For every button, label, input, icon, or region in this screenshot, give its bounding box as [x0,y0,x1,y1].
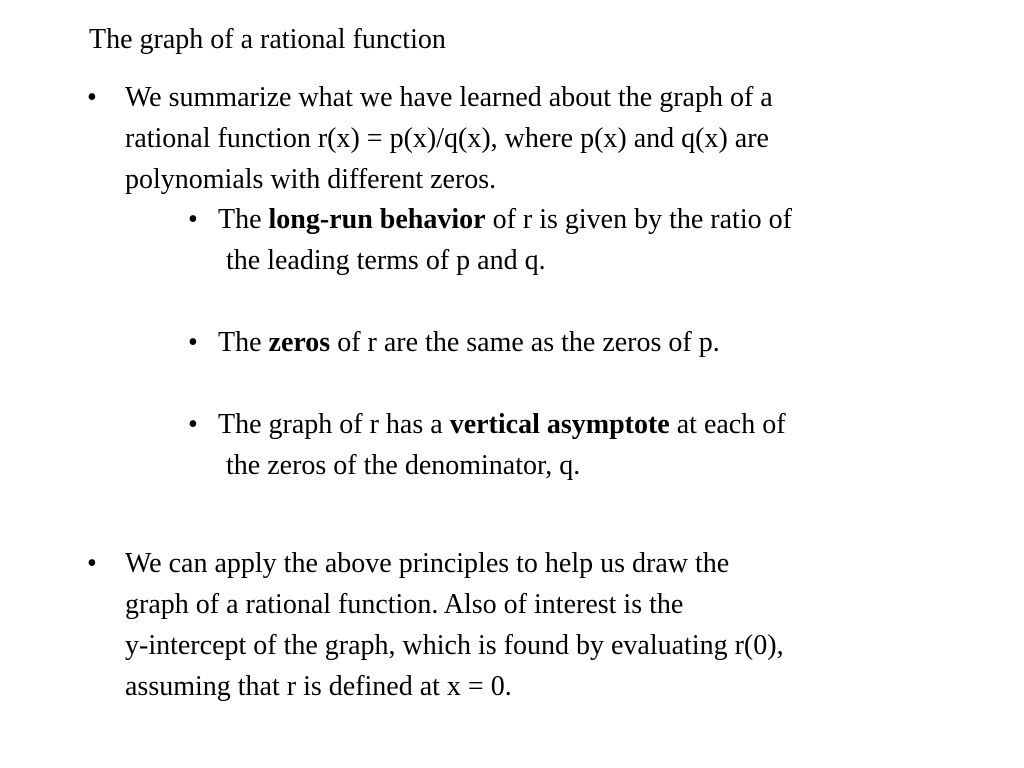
bullet-marker: • [87,548,97,579]
bullet-marker: • [87,82,97,113]
term-long-run-behavior: long-run behavior [268,204,486,235]
text-segment: of r is given by the ratio of [485,204,792,235]
bullet-apply-line-4: assuming that r is defined at x = 0. [125,671,512,702]
slide-title: The graph of a rational function [89,24,446,55]
sub-bullet-asymptote-line-1 [218,404,786,445]
bullet-summary-line-1: We summarize what we have learned about the graph of a [125,82,773,113]
bullet-summary-line-3: polynomials with different zeros. [125,164,497,195]
bullet-apply-line-1: We can apply the above principles to help us draw the [125,548,730,579]
text-segment: The [218,327,269,358]
bullet-summary-line-2: rational function r(x) = p(x)/q(x), where p(x) and q(x) are [125,123,769,154]
sub-bullet-long-run-line-1 [218,199,792,240]
bullet-apply-principles [0,543,1024,707]
sub-bullet-marker: • [188,409,198,440]
bullet-apply-line-2: graph of a rational function. Also of interest is the [125,589,684,620]
sub-bullet-long-run-line-2: the leading terms of p and q. [226,245,546,276]
sub-bullet-marker: • [188,204,198,235]
sub-bullet-marker: • [188,327,198,358]
sub-bullet-long-run-behavior [0,199,1024,281]
text-segment: at each of [669,409,786,440]
bullet-summary [0,77,1024,202]
sub-bullet-vertical-asymptote [0,404,1024,486]
term-vertical-asymptote: vertical asymptote [449,409,670,440]
sub-bullet-asymptote-line-2: the zeros of the denominator, q. [226,450,581,481]
sub-bullet-zeros-line-1 [218,322,720,363]
text-segment: of r are the same as the zeros of p. [330,327,720,358]
bullet-summary-text [125,77,773,200]
text-segment: The graph of r has a [218,409,450,440]
term-zeros: zeros [268,327,331,358]
bullet-apply-line-3: y-intercept of the graph, which is found by evaluating r(0), [125,630,784,661]
bullet-apply-text [125,543,784,707]
text-segment: The [218,204,269,235]
sub-bullet-long-run-text [218,199,792,281]
sub-bullet-zeros-text [218,322,720,363]
sub-bullet-asymptote-text [218,404,786,486]
sub-bullet-zeros [0,322,1024,363]
